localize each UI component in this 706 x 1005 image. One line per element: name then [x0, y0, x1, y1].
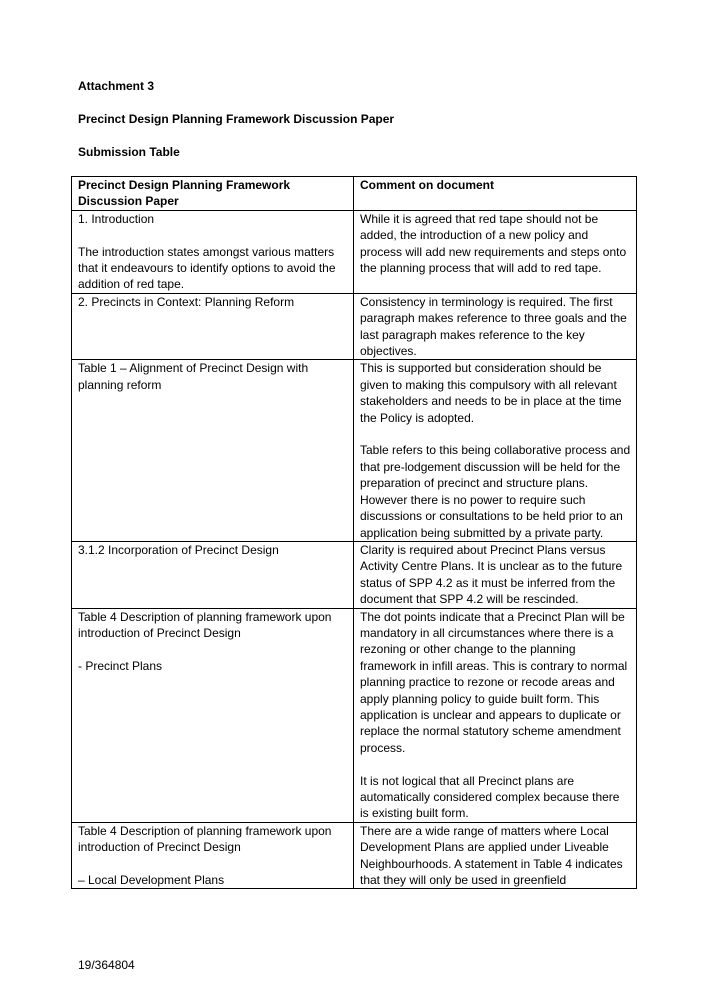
comment-text: There are a wide range of matters where Local Development Plans are applied under Liveable Neighbourhoods. A statement in Table 4 indicates that they will only be used in greenfield	[360, 823, 623, 888]
table-row	[72, 541, 637, 608]
section-text: – Local Development Plans	[78, 873, 225, 887]
comment-cell	[354, 541, 637, 608]
comment-cell	[354, 608, 637, 822]
comment-text: The dot points indicate that a Precinct Plan will be mandatory in all circumstances where there is a rezoning or other change to the planning framework in infill areas. This is contrary to normal planning practice to rezone or recode areas and apply planning policy to guide built form. This application is unclear and appears to duplicate or replace the normal statutory scheme amendment process.	[360, 609, 628, 755]
document-title: Precinct Design Planning Framework Discussion Paper	[78, 112, 395, 126]
comment-text: It is not logical that all Precinct plans are automatically considered complex because there is existing built form.	[360, 773, 620, 821]
comment-text: This is supported but consideration should be given to making this compulsory with all relevant stakeholders and needs to be in place at the time the Policy is adopted.	[360, 361, 622, 425]
section-text: 3.1.2 Incorporation of Precinct Design	[78, 542, 279, 557]
comment-text: While it is agreed that red tape should not be added, the introduction of a new policy and process will add new requirements and steps onto the planning process that will add to red tape.	[360, 211, 627, 276]
comment-text: Consistency in terminology is required. The first paragraph makes reference to three goals and the last paragraph makes reference to the key objectives.	[360, 294, 627, 359]
comment-text: Table refers to this being collaborative process and that pre-lodgement discussion will be held for the preparation of precinct and structure plans. However there is no power to require such discussions or consultations to be held prior to an application being submitted by a private party.	[360, 443, 631, 540]
comment-cell	[354, 822, 637, 889]
section-text: Table 1 – Alignment of Precinct Design with planning reform	[78, 361, 309, 392]
table-row	[72, 210, 637, 293]
section-text: - Precinct Plans	[78, 658, 163, 673]
column-header-section: Precinct Design Planning Framework Discussion Paper	[72, 177, 354, 211]
section-text: 2. Precincts in Context: Planning Reform	[78, 294, 295, 309]
table-row	[72, 293, 637, 360]
table-row	[72, 608, 637, 822]
document-reference: 19/364804	[78, 958, 135, 972]
section-cell	[72, 541, 354, 608]
table-title: Submission Table	[78, 145, 180, 159]
comment-cell	[354, 360, 637, 541]
submission-table	[71, 176, 637, 889]
section-cell	[72, 360, 354, 541]
attachment-label: Attachment 3	[78, 79, 155, 93]
section-cell	[72, 210, 354, 293]
table-row	[72, 822, 637, 889]
table-header-row	[72, 177, 637, 211]
section-text: Table 4 Description of planning framework upon introduction of Precinct Design	[78, 609, 332, 640]
comment-cell	[354, 210, 637, 293]
section-text: Table 4 Description of planning framework upon introduction of Precinct Design	[78, 823, 332, 855]
column-header-comment: Comment on document	[354, 177, 637, 211]
section-cell	[72, 608, 354, 822]
comment-cell	[354, 293, 637, 360]
section-text: 1. Introduction	[78, 211, 155, 226]
section-cell	[72, 293, 354, 360]
table-row	[72, 360, 637, 541]
section-cell	[72, 822, 354, 889]
section-text: The introduction states amongst various matters that it endeavours to identify options to avoid the addition of red tape.	[78, 244, 336, 292]
comment-text: Clarity is required about Precinct Plans versus Activity Centre Plans. It is unclear as to the future status of SPP 4.2 as it must be inferred from the document that SPP 4.2 will be rescinded.	[360, 542, 623, 607]
